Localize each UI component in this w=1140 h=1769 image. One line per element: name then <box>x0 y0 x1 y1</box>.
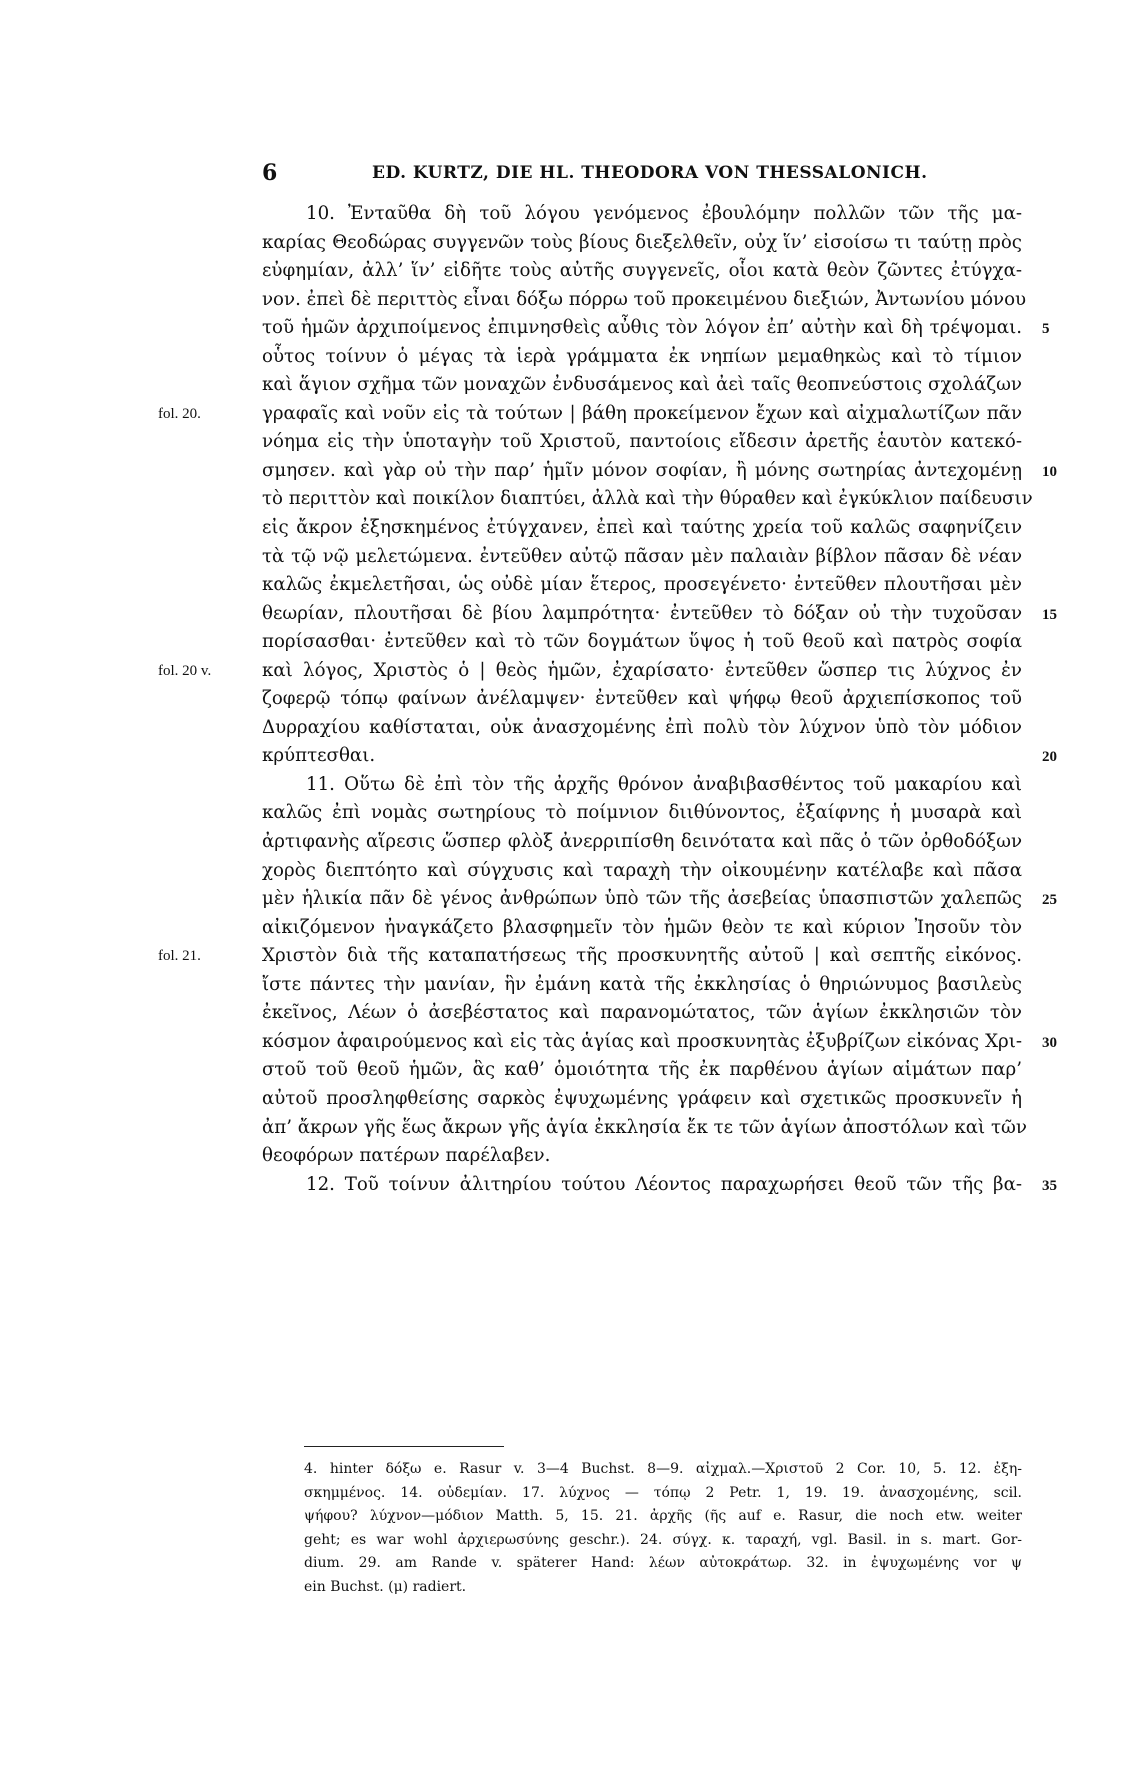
text-line <box>262 799 1022 828</box>
text-line <box>158 942 1022 971</box>
running-head: ED. KURTZ, DIE HL. THEODORA VON THESSALONICH. <box>372 163 928 183</box>
folio-marker: fol. 21. <box>158 948 201 965</box>
text-line <box>262 628 1022 657</box>
text-line <box>262 543 1022 572</box>
text-line <box>262 742 1057 771</box>
text-line <box>262 1142 1022 1171</box>
text-line <box>262 1085 1022 1114</box>
folio-marker: fol. 20. <box>158 405 201 422</box>
line-number: 20 <box>1042 749 1057 766</box>
text-line <box>262 828 1022 857</box>
line-number: 25 <box>1042 892 1057 909</box>
line-text: γραφαῖς καὶ νοῦν εἰς τὰ τούτων | βάθη προκείμενον ἔχων καὶ αἰχμαλωτίζων πᾶν <box>262 402 1022 424</box>
text-line <box>262 1056 1022 1085</box>
line-text: νόημα εἰς τὴν ὑποταγὴν τοῦ Χριστοῦ, παντοίοις εἴδεσιν ἀρετῆς ἑαυτὸν κατεκό- <box>262 431 1022 453</box>
text-line <box>262 714 1022 743</box>
text-line <box>262 999 1022 1028</box>
text-line <box>262 914 1022 943</box>
page-header <box>262 160 1022 194</box>
text-line <box>262 343 1022 372</box>
footnotes <box>304 1458 1022 1599</box>
footnote-line: ein Buchst. (μ) radiert. <box>304 1578 467 1595</box>
footnote-line: dium. 29. am Rande v. späterer Hand: λέων αὐτοκράτωρ. 32. in ἐψυχωμένης vor ψ <box>304 1555 1022 1571</box>
line-text: ἀρτιφανὴς αἵρεσις ὥσπερ φλὸξ ἀνερριπίσθη δεινότατα καὶ πᾶς ὁ τῶν ὀρθοδόξων <box>262 831 1022 853</box>
line-text: καλῶς ἐπὶ νομὰς σωτηρίους τὸ ποίμνιον διιθύνοντος, ἐξαίφνης ἡ μυσαρὰ καὶ <box>262 802 1022 824</box>
line-text: εὐφημίαν, ἀλλ’ ἵν’ εἰδῆτε τοὺς αὐτῆς συγγενεῖς, οἷοι κατὰ θεὸν ζῶντες ἐτύγχα- <box>262 260 1022 282</box>
text-line <box>262 1028 1057 1057</box>
line-text: εἰς ἄκρον ἐξησκημένος ἐτύγχανεν, ἐπεὶ καὶ ταύτης χρεία τοῦ καλῶς σαφηνίζειν <box>262 517 1022 539</box>
line-text: ζοφερῷ τόπῳ φαίνων ἀνέλαμψεν· ἐντεῦθεν καὶ ψήφῳ θεοῦ ἀρχιεπίσκοπος τοῦ <box>262 688 1022 710</box>
line-text: νον. ἐπεὶ δὲ περιττὸς εἶναι δόξω πόρρω τοῦ προκειμένου διεξιών, Ἀντωνίου μόνου <box>262 288 1027 310</box>
text-line <box>262 314 1050 343</box>
main-text <box>158 200 1057 1199</box>
line-text: αὐτοῦ προσληφθείσης σαρκὸς ἐψυχωμένης γράφειν καὶ σχετικῶς προσκυνεῖν ἡ <box>262 1087 1022 1109</box>
line-text: θεωρίαν, πλουτῆσαι δὲ βίου λαμπρότητα· ἐντεῦθεν τὸ δόξαν οὐ τὴν τυχοῦσαν <box>262 602 1022 624</box>
text-line <box>262 971 1022 1000</box>
line-text: κρύπτεσθαι. <box>262 745 376 767</box>
line-text: τὸ περιττὸν καὶ ποικίλον διαπτύει, ἀλλὰ καὶ τὴν θύραθεν καὶ ἐγκύκλιον παίδευσιν <box>262 488 1033 510</box>
footnote-line: ψήφου? λύχνον—μόδιον Matth. 5, 15. 21. ἀρχῆς (ῆς auf e. Rasur, die noch etw. weiter <box>304 1508 1022 1524</box>
text-line <box>262 685 1022 714</box>
line-text: καὶ λόγος, Χριστὸς ὁ | θεὸς ἡμῶν, ἐχαρίσατο· ἐντεῦθεν ὥσπερ τις λύχνος ἐν <box>262 659 1022 681</box>
text-line <box>262 1171 1057 1200</box>
line-text: Χριστὸν διὰ τῆς καταπατήσεως τῆς προσκυνητῆς αὐτοῦ | καὶ σεπτῆς εἰκόνος. <box>262 945 1022 967</box>
line-text: Δυρραχίου καθίσταται, οὐκ ἀνασχομένης ἐπὶ πολὺ τὸν λύχνον ὑπὸ τὸν μόδιον <box>262 716 1022 738</box>
text-line <box>262 229 1022 258</box>
line-number: 10 <box>1042 463 1057 480</box>
line-text: χορὸς διεπτόητο καὶ σύγχυσις καὶ ταραχὴ τὴν οἰκουμένην κατέλαβε καὶ πᾶσα <box>262 859 1022 881</box>
line-text: πορίσασθαι· ἐντεῦθεν καὶ τὸ τῶν δογμάτων ὕψος ἡ τοῦ θεοῦ καὶ πατρὸς σοφία <box>262 631 1022 653</box>
text-line <box>262 885 1057 914</box>
footnote-line: σκημμένος. 14. οὐδεμίαν. 17. λύχνος — τόπῳ 2 Petr. 1, 19. 19. ἀνασχομένης, scil. <box>304 1484 1022 1501</box>
text-line <box>262 1114 1027 1143</box>
text-line <box>262 428 1022 457</box>
line-text: μὲν ἡλικία πᾶν δὲ γένος ἀνθρώπων ὑπὸ τῶν τῆς ἀσεβείας ὑπασπιστῶν χαλεπῶς <box>262 888 1022 910</box>
text-line <box>262 514 1022 543</box>
line-text: 10. Ἐνταῦθα δὴ τοῦ λόγου γενόμενος ἐβουλόμην πολλῶν τῶν τῆς μα- <box>306 203 1022 224</box>
text-line <box>262 286 1027 315</box>
footnote-line: geht; es war wohl ἀρχιερωσύνης geschr.). 24. σύγχ. κ. ταραχή, vgl. Basil. in s. mart. Gor- <box>304 1531 1022 1548</box>
text-line <box>262 857 1022 886</box>
line-text: θεοφόρων πατέρων παρέλαβεν. <box>262 1145 551 1167</box>
text-line <box>262 457 1057 486</box>
text-line <box>262 771 1022 800</box>
line-number: 15 <box>1042 606 1057 623</box>
line-number: 35 <box>1042 1177 1057 1194</box>
line-text: τοῦ ἡμῶν ἀρχιποίμενος ἐπιμνησθεὶς αὖθις τὸν λόγον ἐπ’ αὐτὴν καὶ δὴ τρέψομαι. <box>262 317 1022 339</box>
line-text: τὰ τῷ νῷ μελετώμενα. ἐντεῦθεν αὐτῷ πᾶσαν μὲν παλαιὰν βίβλον πᾶσαν δὲ νέαν <box>262 545 1022 567</box>
line-number: 5 <box>1042 321 1050 338</box>
text-line <box>262 371 1022 400</box>
line-text: καρίας Θεοδώρας συγγενῶν τοὺς βίους διεξελθεῖν, οὐχ ἵν’ εἰσοίσω τι ταύτῃ πρὸς <box>262 231 1022 253</box>
text-line <box>262 200 1022 229</box>
folio-marker: fol. 20 v. <box>158 662 212 679</box>
line-text: 11. Οὕτω δὲ ἐπὶ τὸν τῆς ἀρχῆς θρόνον ἀναβιβασθέντος τοῦ μακαρίου καὶ <box>306 773 1022 795</box>
text-line <box>262 485 1033 514</box>
line-text: καλῶς ἐκμελετῆσαι, ὡς οὐδὲ μίαν ἕτερος, προσεγένετο· ἐντεῦθεν πλουτῆσαι μὲν <box>262 574 1022 596</box>
line-text: στοῦ τοῦ θεοῦ ἡμῶν, ἃς καθ’ ὁμοιότητα τῆς ἐκ παρθένου ἁγίων αἱμάτων παρ’ <box>262 1059 1022 1081</box>
page-number: 6 <box>262 160 278 186</box>
footnote-line: 4. hinter δόξω e. Rasur v. 3—4 Buchst. 8—9. αἰχμαλ.—Χριστοῦ 2 Cor. 10, 5. 12. ἐξη- <box>304 1461 1022 1477</box>
line-text: ἐκεῖνος, Λέων ὁ ἀσεβέστατος καὶ παρανομώτατος, τῶν ἁγίων ἐκκλησιῶν τὸν <box>262 1002 1022 1024</box>
line-text: οὗτος τοίνυν ὁ μέγας τὰ ἱερὰ γράμματα ἐκ νηπίων μεμαθηκὼς καὶ τὸ τίμιον <box>262 345 1022 367</box>
line-number: 30 <box>1042 1034 1057 1051</box>
line-text: ἀπ’ ἄκρων γῆς ἕως ἄκρων γῆς ἁγία ἐκκλησία ἔκ τε τῶν ἁγίων ἀποστόλων καὶ τῶν <box>262 1116 1027 1138</box>
line-text: καὶ ἅγιον σχῆμα τῶν μοναχῶν ἐνδυσάμενος καὶ ἀεὶ ταῖς θεοπνεύστοις σχολάζων <box>262 374 1022 396</box>
text-line <box>262 571 1022 600</box>
line-text: 12. Τοῦ τοίνυν ἀλιτηρίου τούτου Λέοντος παραχωρήσει θεοῦ τῶν τῆς βα- <box>306 1173 1022 1195</box>
footnote-rule <box>304 1446 504 1447</box>
line-text: αἰκιζόμενον ἠναγκάζετο βλασφημεῖν τὸν ἡμῶν θεὸν τε καὶ κύριον Ἰησοῦν τὸν <box>262 916 1022 938</box>
line-text: σμησεν. καὶ γὰρ οὐ τὴν παρ’ ἡμῖν μόνον σοφίαν, ἢ μόνης σωτηρίας ἀντεχομένῃ <box>262 459 1022 481</box>
line-text: κόσμον ἀφαιρούμενος καὶ εἰς τὰς ἁγίας καὶ προσκυνητὰς ἐξυβρίζων εἰκόνας Χρι- <box>262 1030 1022 1052</box>
text-line <box>262 257 1022 286</box>
text-line <box>158 657 1022 686</box>
text-line <box>262 600 1057 629</box>
text-line <box>158 400 1022 429</box>
line-text: ἴστε πάντες τὴν μανίαν, ἣν ἐμάνη κατὰ τῆς ἐκκλησίας ὁ θηριώνυμος βασιλεὺς <box>262 973 1022 995</box>
